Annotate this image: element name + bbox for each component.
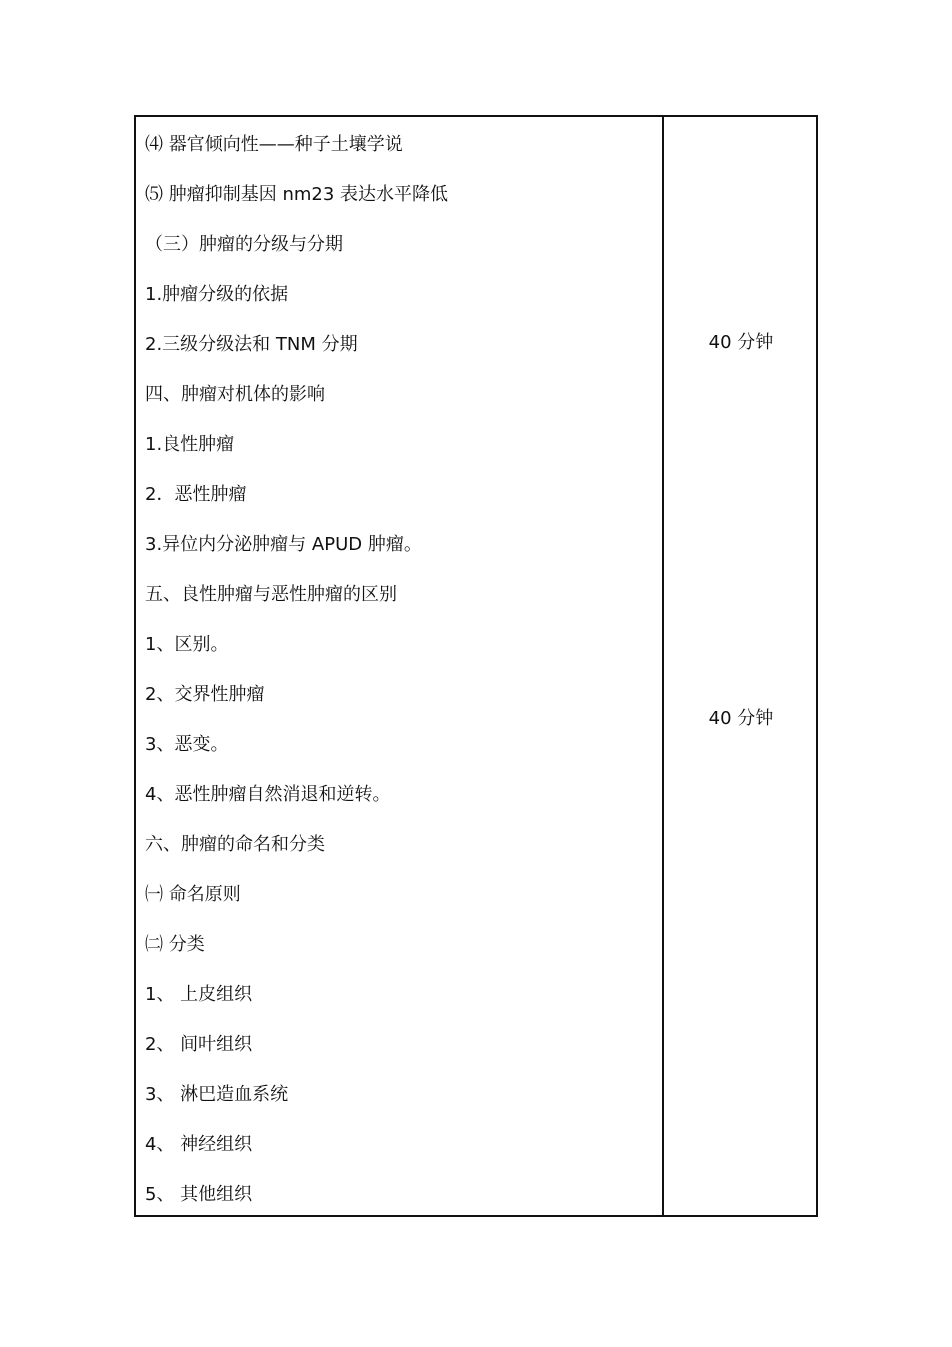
content-line: （三）肿瘤的分级与分期 bbox=[145, 234, 343, 255]
content-column bbox=[145, 133, 655, 1233]
content-line: ⑷ 器官倾向性——种子土壤学说 bbox=[145, 134, 403, 155]
content-line: ⑸ 肿瘤抑制基因 nm23 表达水平降低 bbox=[145, 184, 449, 205]
column-divider bbox=[662, 117, 664, 1215]
content-line: 1、 上皮组织 bbox=[145, 984, 253, 1005]
content-line: 3、恶变。 bbox=[145, 734, 229, 755]
content-line: 5、 其他组织 bbox=[145, 1184, 253, 1205]
content-line: 4、恶性肿瘤自然消退和逆转。 bbox=[145, 784, 391, 805]
content-line: 4、 神经组织 bbox=[145, 1134, 253, 1155]
content-line: 五、良性肿瘤与恶性肿瘤的区别 bbox=[145, 584, 397, 605]
content-line: ㈡ 分类 bbox=[145, 934, 205, 955]
lesson-table bbox=[134, 115, 818, 1217]
content-line: 六、肿瘤的命名和分类 bbox=[145, 834, 325, 855]
content-line: 2．恶性肿瘤 bbox=[145, 484, 247, 505]
content-line: 1.良性肿瘤 bbox=[145, 434, 235, 455]
content-line: 3.异位内分泌肿瘤与 APUD 肿瘤。 bbox=[145, 534, 422, 555]
content-line: 1.肿瘤分级的依据 bbox=[145, 284, 289, 305]
content-line: 2、 间叶组织 bbox=[145, 1034, 253, 1055]
content-line: 3、 淋巴造血系统 bbox=[145, 1084, 289, 1105]
content-line: 四、肿瘤对机体的影响 bbox=[145, 384, 325, 405]
content-line: ㈠ 命名原则 bbox=[145, 884, 241, 905]
time-label: 40 分钟 bbox=[708, 708, 774, 729]
content-line: 2、交界性肿瘤 bbox=[145, 684, 265, 705]
content-line: 1、区别。 bbox=[145, 634, 229, 655]
time-label: 40 分钟 bbox=[708, 332, 774, 353]
content-line: 2.三级分级法和 TNM 分期 bbox=[145, 334, 358, 355]
